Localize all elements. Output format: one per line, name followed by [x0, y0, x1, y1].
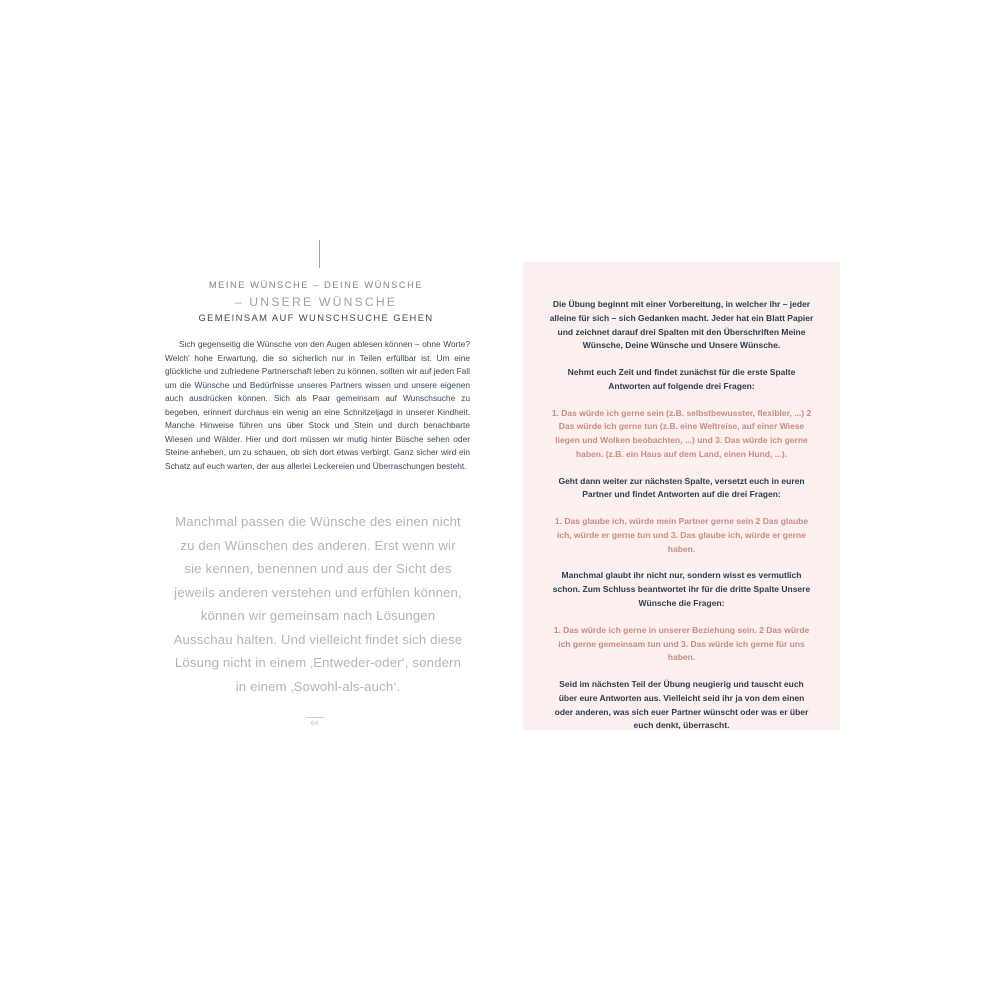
right-page-exercise-panel [523, 262, 840, 730]
exercise-paragraph: 1. Das würde ich gerne in unserer Beziehung sein. 2 Das würde ich gerne gemeinsam tun und 3. Das würde ich gerne für uns haben. [553, 624, 810, 663]
heading-line-3: GEMEINSAM AUF WUNSCHSUCHE GEHEN [198, 311, 434, 323]
exercise-paragraph: Nehmt euch Zeit und findet zunächst für die erste Spalte Antworten auf folgende drei Fragen: [567, 367, 796, 391]
decorative-rule [319, 240, 320, 268]
left-page [150, 235, 480, 745]
page-number: 66 [311, 721, 319, 727]
folio [150, 717, 480, 727]
exercise-paragraph: 1. Das würde ich gerne sein (z.B. selbstbewusster, flexibler, ...) 2 Das würde ich gerne tun (z.B. eine Weltreise, auf einer Wiese liegen und Wolken beobachten, ...) und 3. Das würde ich gerne haben. (z.B. ein Haus auf dem Land, einen Hund, ...). [551, 407, 812, 459]
body-paragraph: Sich gegenseitig die Wünsche von den Augen ablesen können – ohne Worte? Welch’ hohe Erwartung, die so sicherlich nur in Teilen erfüllbar ist. Um eine glückliche und zufriedene Partnerschaft leben zu können, sollten wir auf jeden Fall um die Wünsche und Bedürfnisse unseres Partners wissen und unsere eigenen auch ausdrücken können. Sich als Paar gemeinsam auf Wunschsuche zu begeben, erinnert durchaus ein wenig an eine Schnitzeljagd in unserer Kindheit. Manche Hinweise führen uns über Stock und Stein und durch benachbarte Wiesen und Wälder. Hier und dort müssen wir mutig hinter Büsche sehen oder Steine anheben, um zu schauen, ob sich dort etwas verbirgt. Ganz sicher wird ein Schatz auf euch warten, der aus allerlei Leckereien und Überraschungen besteht. [165, 339, 470, 471]
exercise-paragraph: Seid im nächsten Teil der Übung neugierig und tauscht euch über eure Antworten aus. Vielleicht seid ihr ja von dem einen oder anderen, was sich euer Partner wünscht oder was er über euch denkt, überrascht. [554, 679, 809, 731]
heading-line-1: MEINE WÜNSCHE – DEINE WÜNSCHE [208, 279, 424, 290]
pull-quote: Manchmal passen die Wünsche des einen nicht zu den Wünschen des anderen. Erst wenn wir sie kennen, benennen und aus der Sicht des jeweils anderen verstehen und erfühlen können, können wir gemeinsam nach Lösungen Ausschau halten. Und vielleicht findet sich diese Lösung nicht in einem ‚Entweder-oder‘, sondern in einem ‚Sowohl-als-auch‘. [173, 514, 463, 694]
heading-line-2: – UNSERE WÜNSCHE [234, 294, 398, 309]
exercise-paragraph: Die Übung beginnt mit einer Vorbereitung, in welcher ihr – jeder alleine für sich – sich Gedanken macht. Jeder hat ein Blatt Papier und zeichnet darauf drei Spalten mit den Überschriften Meine Wünsche, Deine Wünsche und Unsere Wünsche. [549, 299, 814, 351]
folio-rule [306, 717, 324, 718]
exercise-paragraph: Geht dann weiter zur nächsten Spalte, versetzt euch in euren Partner und findet Antworten auf die drei Fragen: [558, 475, 805, 500]
exercise-paragraph: 1. Das glaube ich, würde mein Partner gerne sein 2 Das glaube ich, würde er gerne tun und 3. Das glaube ich, würde er gerne haben. [554, 516, 809, 554]
exercise-instructions [549, 298, 814, 733]
page-title [168, 279, 464, 325]
exercise-paragraph: Manchmal glaubt ihr nicht nur, sondern wisst es vermutlich schon. Zum Schluss beantwortet ihr für die dritte Spalte Unsere Wünsche die Fragen: [552, 570, 811, 609]
